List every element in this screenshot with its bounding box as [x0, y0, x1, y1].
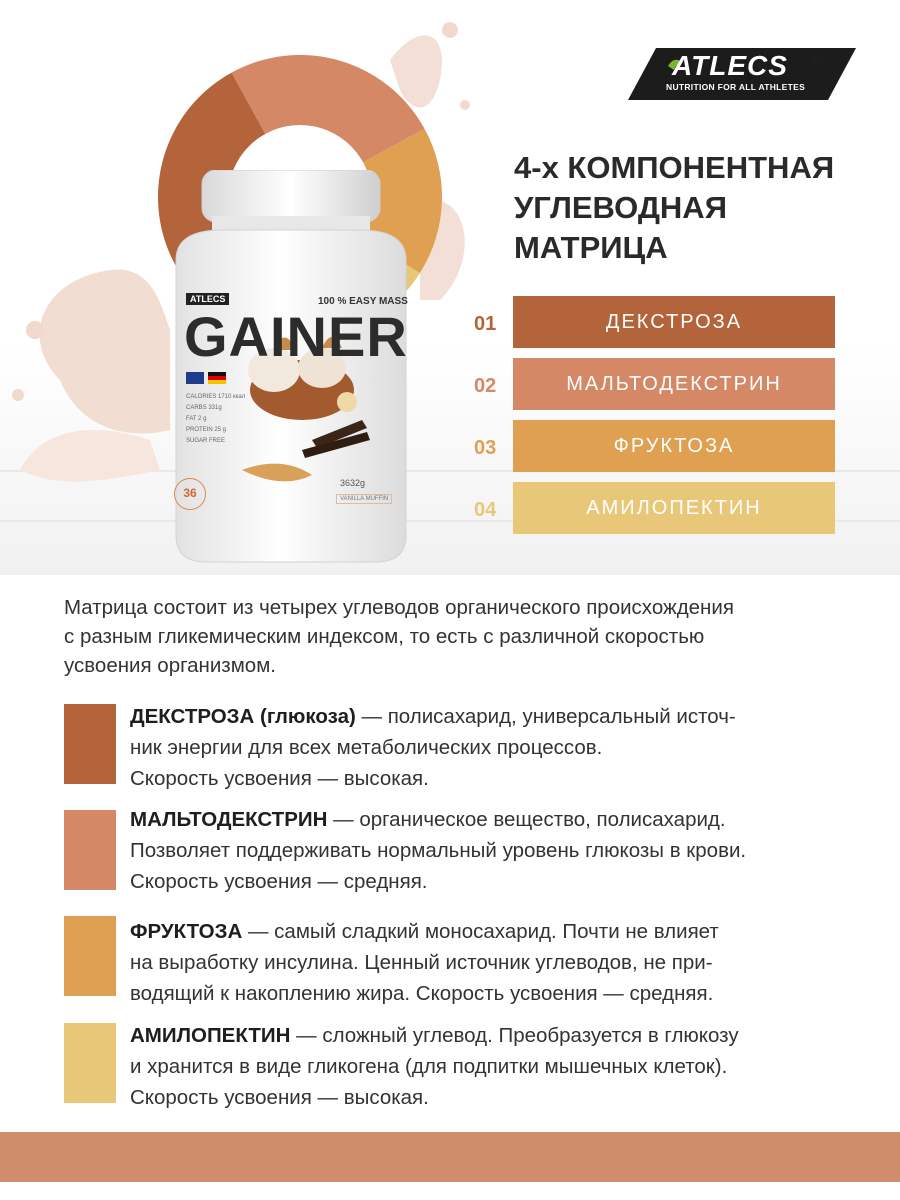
intro-line: усвоения организмом. [64, 654, 276, 677]
component-bar-dextrose: ДЕКСТРОЗА [513, 296, 835, 348]
hero-section [0, 0, 900, 575]
description-text: на выработку инсулина. Ценный источник углеводов, не при- [130, 951, 713, 974]
jar-product-name: GAINER [184, 305, 408, 368]
component-number: 04 [474, 499, 497, 521]
servings-badge: 36 [174, 478, 206, 510]
description-text: Позволяет поддерживать нормальный уровень глюкозы в крови. [130, 839, 747, 862]
component-bar-maltodextrin: МАЛЬТОДЕКСТРИН [513, 358, 835, 410]
brand-tagline: NUTRITION FOR ALL ATHLETES [666, 82, 806, 92]
component-bar-amylopectin: АМИЛОПЕКТИН [513, 482, 835, 534]
description-text: и хранится в виде гликогена (для подпитки мышечных клеток). [130, 1055, 728, 1078]
component-number: 01 [474, 313, 497, 335]
fructose-color-swatch [64, 916, 116, 996]
headline-line: 4-х КОМПОНЕНТНАЯ [514, 150, 835, 185]
maltodextrin-color-swatch [64, 810, 116, 890]
matrix-intro-text [64, 593, 854, 680]
germany-flag-icon [208, 372, 226, 384]
headline-line: МАТРИЦА [514, 230, 668, 265]
jar-nutrition-facts [186, 392, 256, 447]
jar-fact: CALORIES 1710 ккал [186, 394, 246, 400]
component-number: 02 [474, 375, 497, 397]
jar-weight: 3632g [340, 478, 366, 488]
description-text: Скорость усвоения — высокая. [130, 767, 429, 790]
amylopectin-color-swatch [64, 1023, 116, 1103]
description-term: МАЛЬТОДЕКСТРИН [130, 808, 328, 831]
jar-brand: ATLECS [186, 293, 229, 305]
jar-fact: SUGAR FREE [186, 438, 226, 444]
fructose-description [130, 916, 850, 1009]
australia-flag-icon [186, 372, 204, 384]
component-bar-fructose: ФРУКТОЗА [513, 420, 835, 472]
intro-line: Матрица состоит из четырех углеводов органического происхождения [64, 596, 734, 619]
description-text: — полисахарид, универсальный источ- [355, 705, 736, 728]
description-text: водящий к накоплению жира. Скорость усвоения — средняя. [130, 982, 714, 1005]
description-term: ДЕКСТРОЗА (глюкоза) [130, 705, 356, 728]
jar-subtitle: 100 % EASY MASS [318, 296, 408, 307]
description-text: — самый сладкий моносахарид. Почти не влияет [242, 920, 719, 943]
jar-fact: FAT 2 g [186, 416, 207, 422]
description-text: — органическое вещество, полисахарид. [327, 808, 726, 831]
description-text: Скорость усвоения — высокая. [130, 1086, 429, 1109]
headline-line: УГЛЕВОДНАЯ [514, 190, 727, 225]
dextrose-color-swatch [64, 704, 116, 784]
description-term: АМИЛОПЕКТИН [130, 1024, 291, 1047]
brand-name: ATLECS [672, 50, 788, 81]
description-text: ник энергии для всех метаболических процессов. [130, 736, 603, 759]
registered-mark: ® [812, 54, 819, 64]
component-number: 03 [474, 437, 497, 459]
jar-fact: PROTEIN 25 g [186, 427, 227, 433]
description-text: — сложный углевод. Преобразуется в глюкозу [290, 1024, 739, 1047]
footer-band [0, 1132, 900, 1182]
matrix-headline [514, 148, 874, 268]
dextrose-description [130, 701, 850, 794]
jar-fact: CARBS 331g [186, 405, 222, 411]
maltodextrin-description [130, 804, 850, 897]
amylopectin-description [130, 1020, 850, 1113]
jar-flavor: VANILLA MUFFIN [336, 494, 392, 504]
intro-line: с разным гликемическим индексом, то есть с различной скоростью [64, 625, 705, 648]
description-text: Скорость усвоения — средняя. [130, 870, 428, 893]
description-term: ФРУКТОЗА [130, 920, 243, 943]
